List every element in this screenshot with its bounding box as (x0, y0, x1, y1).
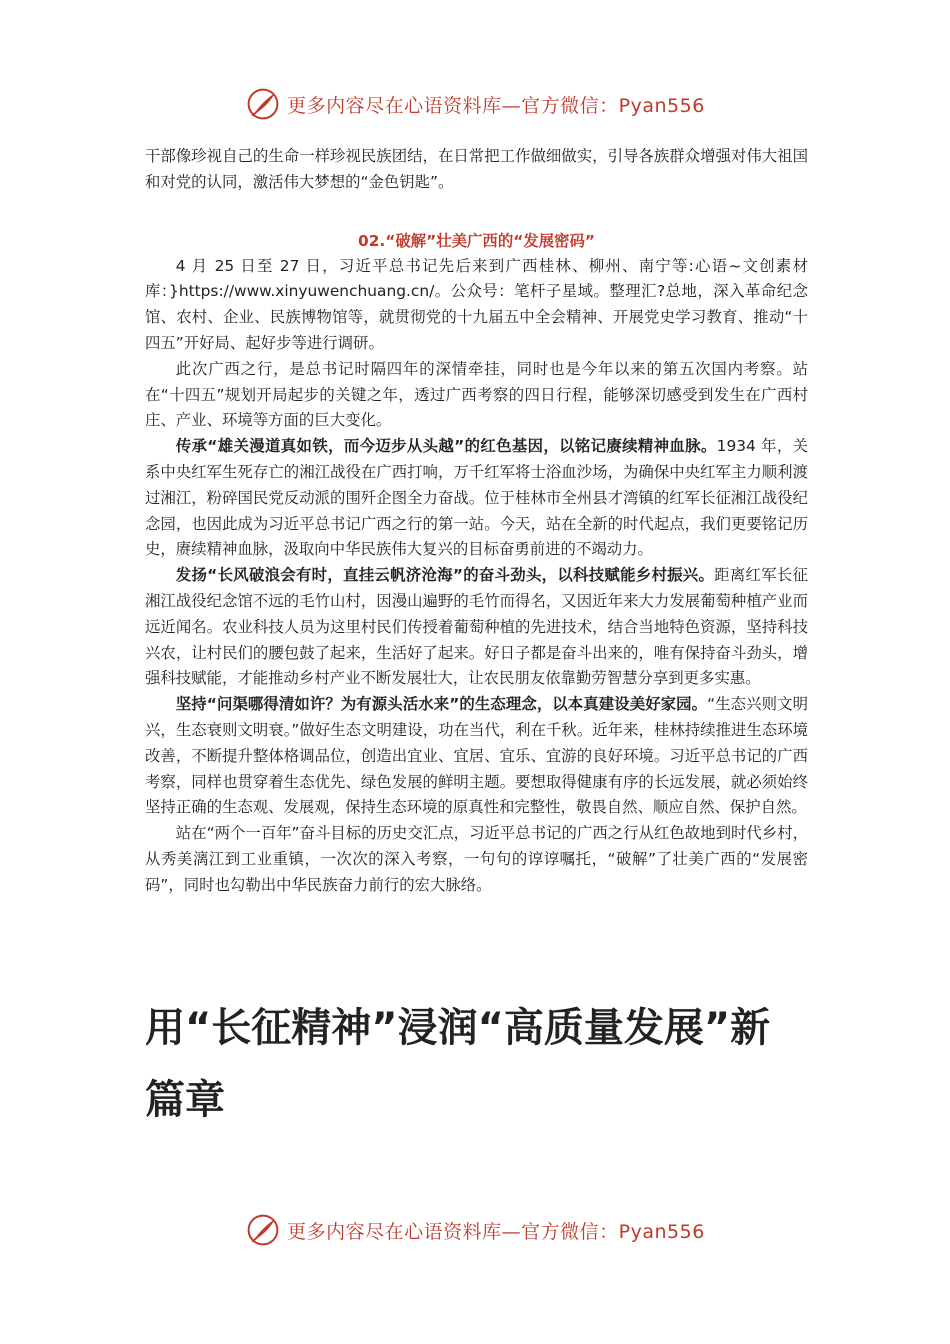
banner-text: 更多内容尽在心语资料库—官方微信：Pyan556 (287, 94, 705, 117)
header-banner (0, 82, 950, 126)
paragraph-4 (145, 563, 808, 692)
paragraph-3-lead: 传承“雄关漫道真如铁，而今迈步从头越”的红色基因，以铭记赓续精神血脉。 (175, 437, 717, 456)
footer-banner (0, 1208, 950, 1252)
paragraph-4-body: 距离红军长征湘江战役纪念馆不远的毛竹山村，因漫山遍野的毛竹而得名，又因近年来大力发展葡萄种植产业而远近闻名。农业科技人员为这里村民们传授着葡萄种植的先进技术，结合当地特色资源，坚持科技兴农，让村民们的腰包鼓了起来，生活好了起来。好日子都是奋斗出来的，唯有保持奋斗劲头，增强科技赋能，才能推动乡村产业不断发展壮大，让农民朋友依靠勤劳智慧分享到更多实惠。 (145, 566, 808, 688)
quill-logo-icon (245, 1212, 281, 1248)
banner-text: 更多内容尽在心语资料库—官方微信：Pyan556 (287, 1220, 705, 1243)
quill-logo-icon (245, 86, 281, 122)
paragraph-3 (145, 434, 808, 563)
paragraph-3-body: 1934 年，关系中央红军生死存亡的湘江战役在广西打响，万千红军将士浴血沙场，为确保中央红军主力顺利渡过湘江，粉碎国民党反动派的围歼企图全力奋战。位于桂林市全州县才湾镇的红军长征湘江战役纪念园，也因此成为习近平总书记广西之行的第一站。今天，站在全新的时代起点，我们更要铭记历史，赓续精神血脉，汲取向中华民族伟大复兴的目标奋勇前进的不竭动力。 (145, 437, 808, 559)
paragraph-5-body: “生态兴则文明兴，生态衰则文明衰。”做好生态文明建设，功在当代，利在千秋。近年来，桂林持续推进生态环境改善，不断提升整体格调品位，创造出宜业、宜居、宜乐、宜游的良好环境。习近平总书记的广西考察，同样也贯穿着生态优先、绿色发展的鲜明主题。要想取得健康有序的长远发展，就必须始终坚持正确的生态观、发展观，保持生态环境的原真性和完整性，敬畏自然、顺应自然、保护自然。 (145, 695, 808, 817)
paragraph-6: 站在“两个一百年”奋斗目标的历史交汇点，习近平总书记的广西之行从红色故地到时代乡村，从秀美漓江到工业重镇，一次次的深入考察，一句句的谆谆嘱托，“破解”了壮美广西的“发展密码”，同时也勾勒出中华民族奋力前行的宏大脉络。 (145, 824, 808, 894)
article-body (145, 144, 808, 899)
paragraph-4-lead: 发扬“长风破浪会有时，直挂云帆济沧海”的奋斗劲头，以科技赋能乡村振兴。 (175, 566, 715, 585)
next-article-title: 用“长征精神”浸润“高质量发展”新篇章 (145, 1005, 771, 1123)
paragraph-5 (145, 692, 808, 821)
paragraph-1: 4 月 25 日至 27 日，习近平总书记先后来到广西桂林、柳州、南宁等:心语~文创素材库：}https://www.xinyuwenchuang.cn/。公众号：笔杆子星域。整理汇?总地，深入革命纪念馆、农村、企业、民族博物馆等，就贯彻党的十九届五中全会精神、开展党史学习教育、推动“十四五”开好局、起好步等进行调研。 (145, 256, 808, 352)
section-subtitle: 02.“破解”壮美广西的“发展密码” (357, 231, 596, 250)
intro-paragraph: 干部像珍视自己的生命一样珍视民族团结，在日常把工作做细做实，引导各族群众增强对伟大祖国和对党的认同，激活伟大梦想的“金色钥匙”。 (145, 147, 808, 191)
paragraph-5-lead: 坚持“问渠哪得清如许？为有源头活水来”的生态理念，以本真建设美好家园。 (175, 695, 708, 714)
paragraph-2: 此次广西之行，是总书记时隔四年的深情牵挂，同时也是今年以来的第五次国内考察。站在“十四五”规划开局起步的关键之年，透过广西考察的四日行程，能够深切感受到发生在广西村庄、产业、环境等方面的巨大变化。 (145, 359, 808, 430)
